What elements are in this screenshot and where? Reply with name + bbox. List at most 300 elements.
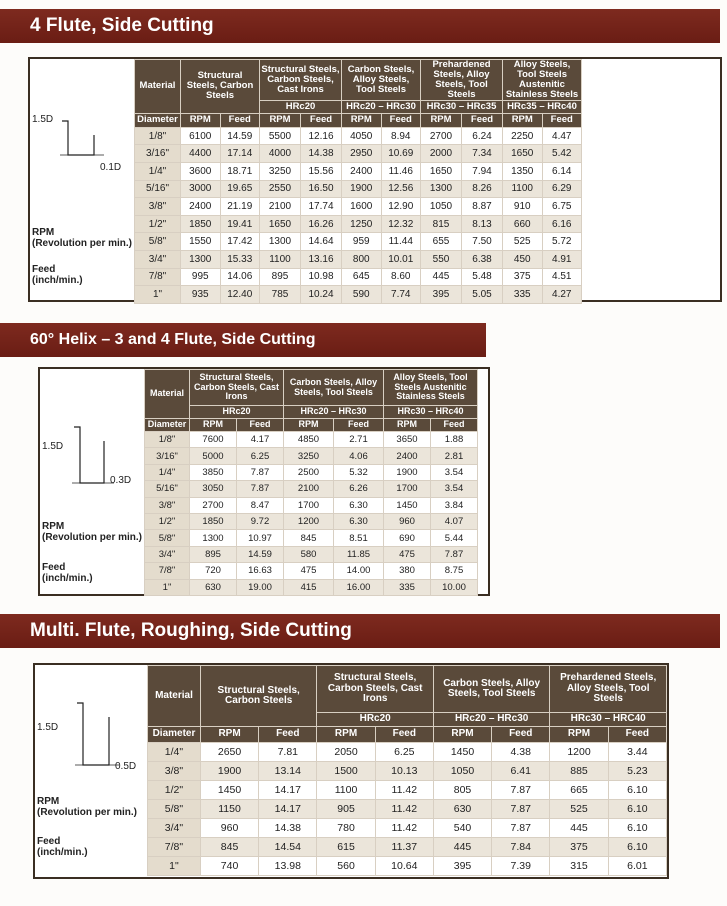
feed-cell: 10.01 [381,251,421,269]
rpm-legend-desc: (Revolution per min.) [37,807,137,818]
feed-cell: 10.98 [301,268,342,286]
rpm-cell: 630 [190,579,237,595]
feed-cell: 8.60 [381,268,421,286]
diameter-cell: 3/8" [145,497,190,513]
feed-cell: 4.07 [431,513,478,529]
rpm-cell: 4400 [181,145,221,163]
feed-cell: 6.16 [542,215,582,233]
rpm-cell: 2500 [284,464,334,480]
rpm-cell: 1300 [260,233,301,251]
feed-cell: 6.14 [542,163,582,181]
rpm-cell: 475 [284,563,334,579]
feed-cell: 7.74 [381,286,421,304]
feed-cell: 6.38 [462,251,503,269]
feed-cell: 6.29 [542,180,582,198]
rpm-header: RPM [421,113,462,127]
diameter-cell: 1/8" [145,432,190,448]
cut-depth-label: 0.1D [100,162,122,173]
hardness-range: HRc20 – HRc30 [284,406,384,419]
feed-cell: 8.87 [462,198,503,216]
rpm-header: RPM [503,113,543,127]
feed-cell: 11.42 [375,800,433,819]
feed-cell: 10.13 [375,762,433,781]
rpm-cell: 380 [384,563,431,579]
diameter-cell: 5/8" [145,530,190,546]
material-header: Material [145,370,190,419]
feed-cell: 10.64 [375,857,433,876]
rpm-cell: 335 [384,579,431,595]
rpm-header: RPM [317,727,375,743]
table-row [145,513,478,529]
table-row [145,530,478,546]
rpm-cell: 805 [433,781,491,800]
rpm-cell: 315 [550,857,608,876]
rpm-cell: 1900 [342,180,382,198]
material-header: Material [135,60,181,114]
rpm-legend [37,796,137,818]
feed-cell: 4.51 [542,268,582,286]
feed-cell: 11.37 [375,838,433,857]
table-row [148,857,667,876]
feed-cell: 7.81 [259,743,317,762]
feed-cell: 8.75 [431,563,478,579]
rpm-cell: 335 [503,286,543,304]
diameter-cell: 7/8" [135,268,181,286]
feed-cell: 6.01 [608,857,666,876]
feed-cell: 5.48 [462,268,503,286]
feed-cell: 14.38 [301,145,342,163]
material-name: Carbon Steels, Alloy Steels, Tool Steels [284,370,384,406]
table-row [145,464,478,480]
rpm-cell: 1600 [342,198,382,216]
table-row [145,563,478,579]
feed-legend-label: Feed [37,836,61,847]
rpm-cell: 800 [342,251,382,269]
table-row [135,233,582,251]
feed-cell: 7.87 [492,800,550,819]
feed-cell: 19.00 [237,579,284,595]
feed-cell: 12.32 [381,215,421,233]
feed-cell: 5.42 [542,145,582,163]
column-header-row [145,419,478,432]
length-label: 1.5D [32,114,54,125]
rpm-cell: 895 [260,268,301,286]
feed-cell: 1.88 [431,432,478,448]
rpm-cell: 375 [503,268,543,286]
feed-header: Feed [542,113,582,127]
tool-diagram [35,665,147,877]
table-row [148,838,667,857]
feed-cell: 4.27 [542,286,582,304]
diameter-cell: 1/2" [135,215,181,233]
feed-cell: 5.72 [542,233,582,251]
rpm-legend-label: RPM [32,227,55,238]
rpm-cell: 525 [503,233,543,251]
feed-cell: 12.90 [381,198,421,216]
material-name: Structural Steels, Carbon Steels, Cast Irons [260,60,342,101]
diameter-cell: 3/4" [145,546,190,562]
rpm-cell: 445 [550,819,608,838]
rpm-cell: 3000 [181,180,221,198]
rpm-cell: 525 [550,800,608,819]
hardness-range: HRc20 – HRc30 [433,713,549,727]
rpm-cell: 1650 [503,145,543,163]
rpm-cell: 815 [421,215,462,233]
feed-cell: 10.00 [431,579,478,595]
rpm-cell: 1050 [433,762,491,781]
rpm-cell: 375 [550,838,608,857]
tool-profile-icon [40,369,144,489]
rpm-cell: 2100 [284,481,334,497]
rpm-cell: 1700 [284,497,334,513]
rpm-cell: 2400 [181,198,221,216]
feed-cell: 13.16 [301,251,342,269]
rpm-cell: 960 [384,513,431,529]
material-name: Carbon Steels, Alloy Steels, Tool Steels [342,60,421,101]
feed-cell: 12.16 [301,127,342,145]
rpm-cell: 645 [342,268,382,286]
section-title-text: Multi. Flute, Roughing, Side Cutting [30,620,352,641]
feed-header: Feed [375,727,433,743]
tool-diagram [30,59,134,300]
length-label: 1.5D [37,722,59,733]
feed-cell: 10.97 [237,530,284,546]
diameter-cell: 3/4" [148,819,201,838]
feed-legend [32,264,83,286]
feed-cell: 17.42 [220,233,260,251]
hardness-range: HRc20 [190,406,284,419]
table-row [135,251,582,269]
feed-legend-desc: (inch/min.) [42,573,93,584]
material-name: Structural Steels, Carbon Steels, Cast Irons [190,370,284,406]
feed-cell: 13.98 [259,857,317,876]
rpm-header: RPM [342,113,382,127]
rpm-cell: 1100 [317,781,375,800]
table-row [135,127,582,145]
rpm-cell: 1900 [384,464,431,480]
feed-cell: 5.44 [431,530,478,546]
rpm-cell: 3250 [260,163,301,181]
rpm-cell: 615 [317,838,375,857]
rpm-cell: 4000 [260,145,301,163]
feed-cell: 7.87 [492,781,550,800]
feed-legend-label: Feed [42,562,66,573]
rpm-cell: 2650 [200,743,258,762]
feed-cell: 3.84 [431,497,478,513]
rpm-cell: 395 [433,857,491,876]
rpm-cell: 1900 [200,762,258,781]
rpm-cell: 5000 [190,448,237,464]
rpm-cell: 450 [503,251,543,269]
diameter-cell: 5/16" [145,481,190,497]
rpm-cell: 1850 [181,215,221,233]
feed-cell: 11.42 [375,819,433,838]
feed-cell: 16.26 [301,215,342,233]
feed-cell: 6.30 [334,497,384,513]
rpm-header: RPM [550,727,608,743]
rpm-legend [32,227,132,249]
rpm-cell: 580 [284,546,334,562]
diameter-cell: 1/4" [135,163,181,181]
feed-cell: 7.87 [237,481,284,497]
feed-cell: 8.26 [462,180,503,198]
rpm-cell: 550 [421,251,462,269]
material-header-row [135,60,582,101]
feed-cell: 8.47 [237,497,284,513]
material-header: Material [148,666,201,727]
feed-cell: 6.10 [608,819,666,838]
rpm-cell: 1700 [384,481,431,497]
material-name: Structural Steels, Carbon Steels, Cast Irons [317,666,433,713]
length-label: 1.5D [42,441,64,452]
feed-cell: 10.69 [381,145,421,163]
hardness-range: HRc20 [317,713,433,727]
rpm-cell: 1500 [317,762,375,781]
diameter-cell: 3/8" [148,762,201,781]
rpm-header: RPM [190,419,237,432]
rpm-cell: 1650 [260,215,301,233]
rpm-cell: 895 [190,546,237,562]
rpm-legend-desc: (Revolution per min.) [32,238,132,249]
diameter-cell: 1" [135,286,181,304]
diameter-cell: 1/8" [135,127,181,145]
table-row [135,215,582,233]
diameter-header: Diameter [145,419,190,432]
feed-cell: 19.41 [220,215,260,233]
rpm-legend [42,521,142,543]
rpm-header: RPM [433,727,491,743]
feed-header: Feed [334,419,384,432]
feed-cell: 4.91 [542,251,582,269]
section-title-4-flute [0,9,720,43]
feed-cell: 12.40 [220,286,260,304]
feed-cell: 13.14 [259,762,317,781]
diameter-cell: 3/16" [135,145,181,163]
feed-legend-desc: (inch/min.) [37,847,88,858]
feed-cell: 17.74 [301,198,342,216]
feed-header: Feed [381,113,421,127]
rpm-cell: 935 [181,286,221,304]
rpm-cell: 885 [550,762,608,781]
tool-diagram [40,369,144,594]
feed-cell: 14.06 [220,268,260,286]
rpm-cell: 655 [421,233,462,251]
feed-cell: 2.81 [431,448,478,464]
table-row [135,163,582,181]
rpm-cell: 1350 [503,163,543,181]
hardness-range: HRc30 – HRc35 [421,100,503,113]
feed-cell: 6.24 [462,127,503,145]
column-header-row [135,113,582,127]
rpm-cell: 1200 [284,513,334,529]
feed-cell: 7.94 [462,163,503,181]
table-row [148,781,667,800]
material-header-row [145,370,478,406]
feed-cell: 7.87 [431,546,478,562]
rpm-cell: 3050 [190,481,237,497]
rpm-cell: 2100 [260,198,301,216]
feed-cell: 15.56 [301,163,342,181]
feed-cell: 14.38 [259,819,317,838]
diameter-header: Diameter [148,727,201,743]
column-header-row [148,727,667,743]
feed-cell: 4.38 [492,743,550,762]
rpm-cell: 1150 [200,800,258,819]
feed-cell: 6.10 [608,838,666,857]
feed-header: Feed [608,727,666,743]
table-row [135,286,582,304]
feed-header: Feed [237,419,284,432]
material-name: Alloy Steels, Tool Steels Austenitic Stainless Steels [503,60,582,101]
feed-cell: 8.94 [381,127,421,145]
table-row [145,432,478,448]
feed-header: Feed [431,419,478,432]
rpm-cell: 2400 [342,163,382,181]
material-name: Structural Steels, Carbon Steels [200,666,316,727]
feed-header: Feed [259,727,317,743]
rpm-cell: 3600 [181,163,221,181]
table-row [145,546,478,562]
rpm-cell: 3250 [284,448,334,464]
rpm-header: RPM [284,419,334,432]
section-title-text: 60° Helix – 3 and 4 Flute, Side Cutting [30,331,316,348]
rpm-cell: 1250 [342,215,382,233]
feed-cell: 6.25 [375,743,433,762]
rpm-cell: 2950 [342,145,382,163]
rpm-cell: 1100 [503,180,543,198]
table-panel-multi-flute [33,663,669,879]
feed-cell: 17.14 [220,145,260,163]
feed-cell: 5.05 [462,286,503,304]
feed-cell: 6.41 [492,762,550,781]
rpm-cell: 845 [284,530,334,546]
rpm-cell: 4850 [284,432,334,448]
section-title-text: 4 Flute, Side Cutting [30,15,214,36]
rpm-cell: 720 [190,563,237,579]
feed-header: Feed [462,113,503,127]
diameter-cell: 5/8" [148,800,201,819]
table-panel-4-flute [28,57,722,302]
rpm-header: RPM [200,727,258,743]
feed-cell: 7.87 [237,464,284,480]
rpm-cell: 2550 [260,180,301,198]
feed-cell: 14.00 [334,563,384,579]
feed-cell: 5.23 [608,762,666,781]
rpm-cell: 905 [317,800,375,819]
feed-cell: 6.30 [334,513,384,529]
table-row [148,819,667,838]
rpm-cell: 7600 [190,432,237,448]
feed-cell: 11.46 [381,163,421,181]
feed-legend-label: Feed [32,264,56,275]
tool-profile-icon [30,59,134,179]
rpm-cell: 2000 [421,145,462,163]
feed-cell: 4.47 [542,127,582,145]
rpm-cell: 665 [550,781,608,800]
rpm-header: RPM [181,113,221,127]
table-row [145,497,478,513]
feed-cell: 7.84 [492,838,550,857]
feed-cell: 6.10 [608,800,666,819]
rpm-cell: 2050 [317,743,375,762]
feed-header: Feed [492,727,550,743]
rpm-cell: 1050 [421,198,462,216]
feed-cell: 14.64 [301,233,342,251]
diameter-cell: 3/16" [145,448,190,464]
diameter-cell: 7/8" [148,838,201,857]
material-header-row [148,666,667,713]
material-name: Prehardened Steels, Alloy Steels, Tool Steels [550,666,667,713]
rpm-cell: 4050 [342,127,382,145]
feed-cell: 11.42 [375,781,433,800]
rpm-legend-label: RPM [37,796,60,807]
feed-cell: 7.50 [462,233,503,251]
feed-cell: 6.75 [542,198,582,216]
rpm-cell: 780 [317,819,375,838]
feed-cell: 4.06 [334,448,384,464]
feed-cell: 14.17 [259,800,317,819]
rpm-cell: 5500 [260,127,301,145]
rpm-cell: 1450 [433,743,491,762]
table-row [145,448,478,464]
feed-cell: 7.87 [492,819,550,838]
rpm-cell: 960 [200,819,258,838]
diameter-cell: 7/8" [145,563,190,579]
hardness-row [145,406,478,419]
feed-header: Feed [301,113,342,127]
feed-cell: 16.63 [237,563,284,579]
rpm-cell: 475 [384,546,431,562]
feed-cell: 15.33 [220,251,260,269]
table-row [135,198,582,216]
rpm-cell: 1450 [384,497,431,513]
rpm-legend-desc: (Revolution per min.) [42,532,142,543]
table-row [135,180,582,198]
table-row [148,762,667,781]
feed-cell: 21.19 [220,198,260,216]
diameter-cell: 1/2" [148,781,201,800]
rpm-cell: 2250 [503,127,543,145]
feed-cell: 9.72 [237,513,284,529]
hardness-range: HRc30 – HRC40 [550,713,667,727]
feed-cell: 10.24 [301,286,342,304]
feed-cell: 19.65 [220,180,260,198]
section-title-multi-flute [0,614,720,648]
diameter-cell: 1/4" [145,464,190,480]
table-row [145,579,478,595]
feed-cell: 7.39 [492,857,550,876]
rpm-cell: 2700 [421,127,462,145]
rpm-cell: 395 [421,286,462,304]
diameter-cell: 1" [145,579,190,595]
diameter-cell: 3/8" [135,198,181,216]
rpm-cell: 1100 [260,251,301,269]
rpm-cell: 560 [317,857,375,876]
feed-cell: 14.54 [259,838,317,857]
rpm-cell: 3650 [384,432,431,448]
rpm-cell: 630 [433,800,491,819]
feed-cell: 14.59 [237,546,284,562]
feed-cell: 3.54 [431,464,478,480]
rpm-cell: 540 [433,819,491,838]
feed-cell: 16.00 [334,579,384,595]
rpm-cell: 740 [200,857,258,876]
table-row [135,268,582,286]
rpm-cell: 1200 [550,743,608,762]
rpm-cell: 995 [181,268,221,286]
hardness-range: HRc20 [260,100,342,113]
rpm-cell: 959 [342,233,382,251]
